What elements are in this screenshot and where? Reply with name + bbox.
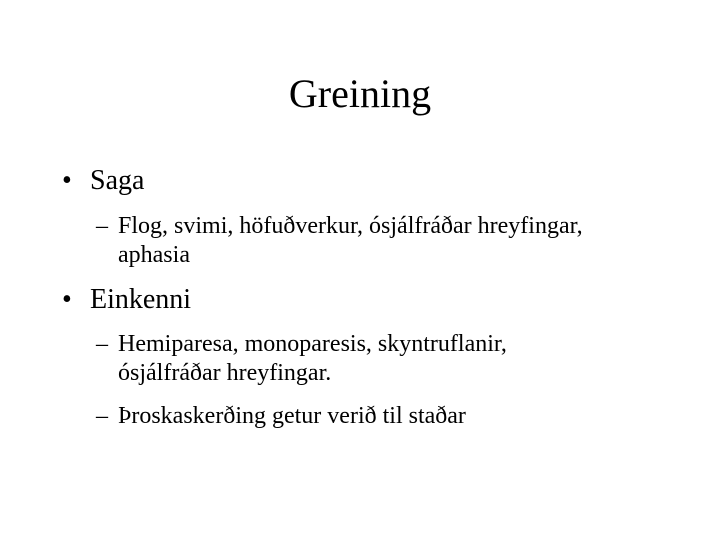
sub-bullet-item <box>96 402 656 431</box>
bullet-marker: • <box>62 165 72 196</box>
sub-bullet-text: Flog, svimi, höfuðverkur, ósjálfráðar hreyfingar, aphasia <box>118 213 583 268</box>
slide-title: Greining <box>288 71 432 116</box>
dash-marker: – <box>96 213 108 239</box>
sub-bullet-item <box>96 330 596 388</box>
bullet-item-einkenni <box>62 283 191 317</box>
dash-marker: – <box>96 403 108 429</box>
bullet-item-saga <box>62 164 144 198</box>
sub-bullet-item <box>96 212 656 270</box>
bullet-label: Saga <box>90 165 145 196</box>
sub-bullet-text: Þroskaskerðing getur verið til staðar <box>118 403 466 429</box>
dash-marker: – <box>96 331 108 357</box>
sub-bullet-text: Hemiparesa, monoparesis, skyntruflanir, ósjálfráðar hreyfingar. <box>118 331 507 386</box>
bullet-label: Einkenni <box>90 284 192 315</box>
bullet-marker: • <box>62 284 72 315</box>
